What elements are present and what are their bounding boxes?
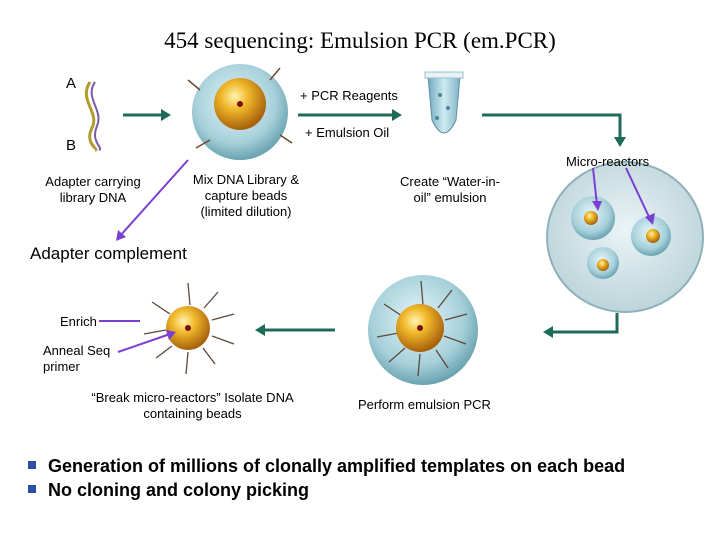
amplified-bead-in-droplet-icon — [368, 275, 478, 385]
library-dna-icon — [86, 82, 100, 150]
enrich-label: Enrich — [60, 314, 97, 329]
micro-reactors-label: Micro-reactors — [566, 154, 650, 169]
strand-a-label: A — [66, 75, 77, 92]
bullet-square-icon — [28, 485, 36, 493]
emulsion-oil-label: + Emulsion Oil — [305, 125, 390, 140]
page-title: 454 sequencing: Emulsion PCR (em.PCR) — [164, 28, 556, 53]
perform-pcr-label: Perform emulsion PCR — [358, 397, 491, 412]
bullet-item: Generation of millions of clonally amplified templates on each bead — [28, 456, 625, 477]
pointer-seq-primer — [118, 334, 170, 352]
arrow-tube-to-dish — [482, 115, 620, 140]
anneal-label: Anneal Seq primer — [43, 343, 111, 374]
arrow-dish-to-pcr — [550, 313, 617, 332]
strand-b-label: B — [66, 137, 77, 154]
pcr-reagents-label: + PCR Reagents — [300, 88, 398, 103]
bullet-square-icon — [28, 461, 36, 469]
adapter-carrying-label: Adapter carrying library DNA — [45, 174, 141, 205]
create-emulsion-label: Create “Water-in-oil” emulsion — [400, 174, 500, 205]
enriched-bead-icon — [144, 283, 234, 374]
capture-bead-icon — [188, 64, 292, 160]
micro-reactors-dish-icon — [547, 162, 703, 312]
bullet-item: No cloning and colony picking — [28, 480, 309, 501]
break-reactors-label: “Break micro-reactors” Isolate DNA containing beads — [91, 390, 294, 421]
tube-icon — [425, 72, 463, 133]
mix-dna-label: Mix DNA Library & capture beads (limited dilution) — [192, 172, 300, 219]
adapter-complement-label: Adapter complement — [30, 244, 187, 263]
